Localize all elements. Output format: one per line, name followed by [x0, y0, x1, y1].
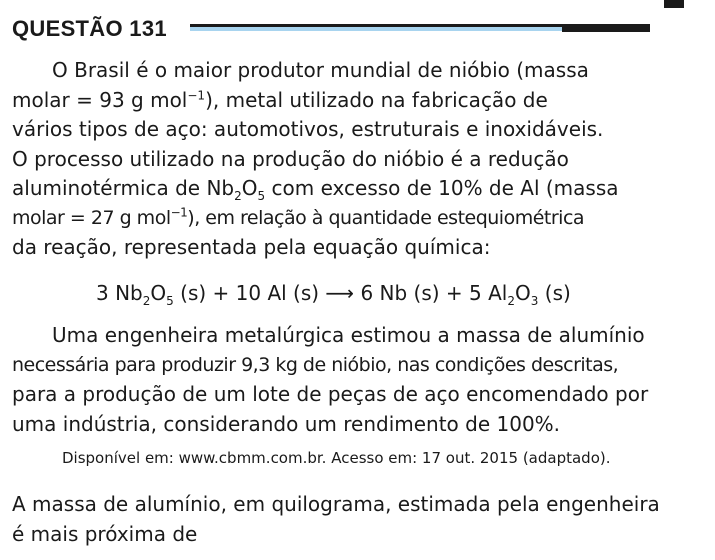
p1-line-7: da reação, representada pela equação química:	[12, 235, 491, 259]
question-prompt	[12, 490, 660, 549]
page-corner-mark	[664, 0, 684, 8]
p1-line-4: O processo utilizado na produção do nióbio é a redução	[12, 146, 569, 171]
p1-line-6	[12, 204, 640, 234]
eq-part-5: (s)	[538, 281, 571, 305]
prompt-line-1: A massa de alumínio, em quilograma, estimada pela engenheira	[12, 492, 660, 516]
p1-line-6-sup: −1	[170, 205, 188, 220]
statement-paragraph-2	[12, 321, 649, 439]
question-header	[12, 14, 702, 44]
p1-line-5-sub-2: 5	[257, 189, 266, 203]
eq-part-3: (s) + 10 Al (s) ⟶ 6 Nb (s) + 5 Al	[173, 281, 508, 305]
p1-line-2-sup: −1	[187, 87, 206, 102]
source-citation: Disponível em: www.cbmm.com.br. Acesso em: 17 out. 2015 (adaptado).	[62, 449, 611, 467]
eq-sub-2: 5	[166, 294, 174, 308]
p2-line-3: para a produção de um lote de peças de aço encomendado por	[12, 382, 649, 406]
p1-line-5	[12, 174, 640, 204]
eq-part-1: 3 Nb	[96, 281, 143, 305]
p1-line-5-text-a: aluminotérmica de Nb	[12, 176, 235, 200]
eq-sub-1: 2	[142, 294, 151, 308]
p1-line-2-a	[12, 86, 548, 116]
eq-part-4: O	[515, 281, 531, 305]
p1-line-5-sub-1: 2	[234, 189, 242, 203]
p1-line-5-text-b: O	[241, 176, 258, 200]
p1-line-2	[12, 86, 640, 116]
p1-line-3: vários tipos de aço: automotivos, estruturais e inoxidáveis.	[12, 117, 604, 141]
chemical-equation	[96, 281, 571, 308]
header-rule-black	[562, 27, 650, 32]
question-title: QUESTÃO 131	[12, 16, 167, 41]
p1-line-6-text-b: ), em relação à quantidade estequiométrica	[187, 206, 585, 229]
prompt-line-2: é mais próxima de	[12, 521, 198, 546]
p1-line-6-text-a: molar = 27 g mol	[12, 206, 171, 229]
p1-line-1	[12, 56, 640, 86]
p2-line-1: Uma engenheira metalúrgica estimou a massa de alumínio	[52, 323, 645, 347]
header-rule-blue	[190, 27, 562, 31]
eq-sub-3: 2	[507, 294, 516, 308]
p1-line-2-text-a: molar = 93 g mol	[12, 87, 188, 112]
p1-line-5-text-c: com excesso de 10% de Al (massa	[265, 176, 619, 200]
p1-line-1-text: O Brasil é o maior produtor mundial de nióbio (massa	[52, 58, 589, 82]
p2-line-4: uma indústria, considerando um rendimento de 100%.	[12, 411, 561, 436]
eq-sub-4: 3	[530, 294, 539, 308]
p1-line-2-text-b: ), metal utilizado na fabricação de	[205, 87, 548, 112]
header-rule	[190, 24, 650, 32]
eq-part-2: O	[150, 281, 167, 305]
p2-line-2: necessária para produzir 9,3 kg de nióbio, nas condições descritas,	[12, 353, 619, 376]
statement-paragraph-1	[12, 56, 640, 263]
